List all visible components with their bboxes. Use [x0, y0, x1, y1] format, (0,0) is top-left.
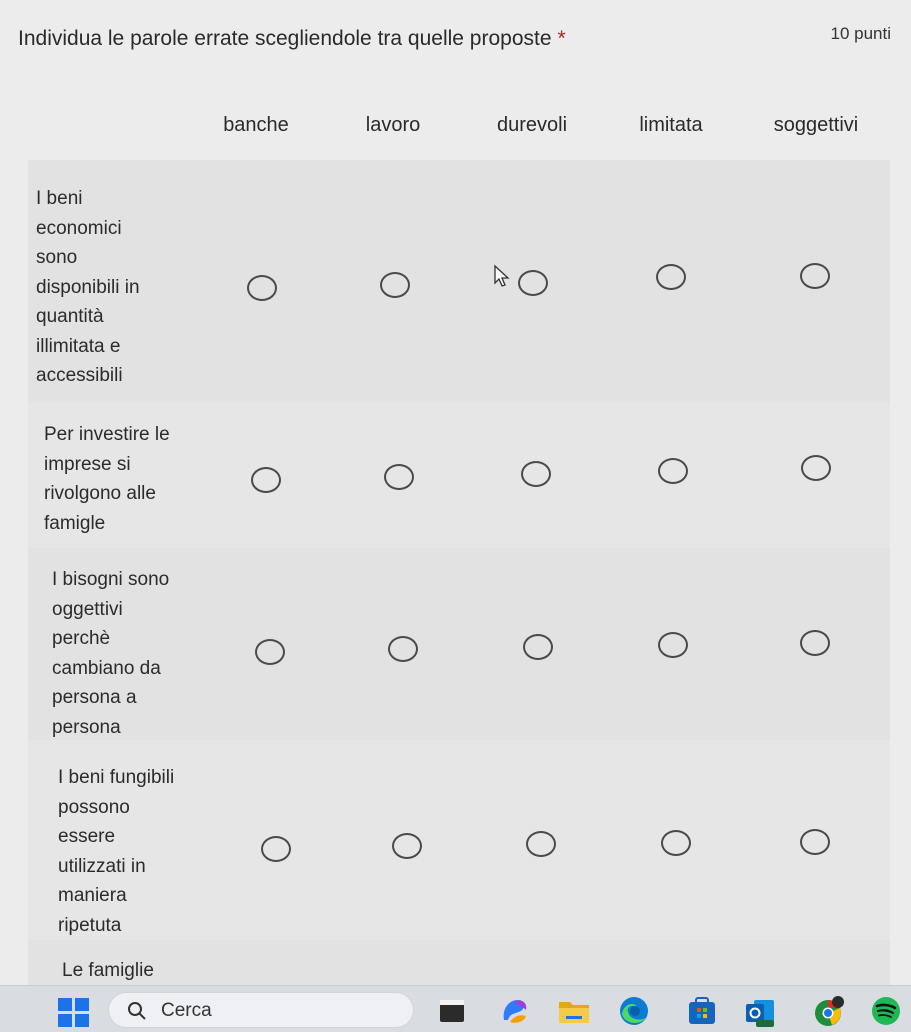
- outlook-icon[interactable]: [742, 994, 778, 1028]
- chrome-icon[interactable]: [810, 994, 846, 1028]
- question-title: [18, 27, 566, 51]
- question-title-text: Individua le parole errate scegliendole tra quelle proposte: [18, 27, 552, 50]
- row-label-5: Le famiglie: [62, 960, 154, 981]
- column-header-soggettivi: soggettivi: [773, 114, 859, 136]
- radio-r3-limitata[interactable]: [658, 632, 688, 658]
- radio-r1-soggettivi[interactable]: [800, 263, 830, 289]
- terminal-icon[interactable]: [434, 994, 470, 1028]
- copilot-icon[interactable]: [496, 994, 532, 1028]
- row-label-2: Per investire le imprese si rivolgono alle famigle: [44, 424, 170, 534]
- radio-r4-lavoro[interactable]: [392, 833, 422, 859]
- row-label-4: I beni fungibili possono essere utilizzati in maniera ripetuta: [58, 767, 175, 936]
- radio-r4-soggettivi[interactable]: [800, 829, 830, 855]
- radio-r1-banche[interactable]: [247, 275, 277, 301]
- radio-r4-banche[interactable]: [261, 836, 291, 862]
- row-label-1: I beni economici sono disponibili in quantità illimitata e accessibili: [36, 188, 140, 386]
- edge-icon[interactable]: [616, 994, 652, 1028]
- spotify-icon[interactable]: [868, 994, 904, 1028]
- radio-r3-durevoli[interactable]: [523, 634, 553, 660]
- radio-r1-lavoro[interactable]: [380, 272, 410, 298]
- radio-r4-limitata[interactable]: [661, 830, 691, 856]
- column-header-banche: banche: [223, 114, 289, 136]
- radio-r1-limitata[interactable]: [656, 264, 686, 290]
- search-icon: [127, 1001, 147, 1021]
- mouse-cursor-icon: [493, 264, 511, 288]
- radio-r3-soggettivi[interactable]: [800, 630, 830, 656]
- taskbar: [0, 985, 911, 1032]
- radio-r2-lavoro[interactable]: [384, 464, 414, 490]
- row-label-3: I bisogni sono oggettivi perchè cambiano da persona a persona: [52, 569, 170, 738]
- radio-r2-soggettivi[interactable]: [801, 455, 831, 481]
- radio-r2-durevoli[interactable]: [521, 461, 551, 487]
- column-header-durevoli: durevoli: [496, 114, 568, 136]
- column-header-limitata: limitata: [639, 114, 703, 136]
- taskbar-search-box[interactable]: [108, 992, 414, 1028]
- start-icon[interactable]: [58, 998, 90, 1028]
- question-points: 10 punti: [830, 24, 891, 43]
- column-header-lavoro: lavoro: [365, 114, 421, 136]
- radio-r2-banche[interactable]: [251, 467, 281, 493]
- grid-row-5: [28, 940, 890, 985]
- radio-r3-lavoro[interactable]: [388, 636, 418, 662]
- store-icon[interactable]: [684, 994, 720, 1028]
- file-explorer-icon[interactable]: [556, 994, 592, 1028]
- radio-r4-durevoli[interactable]: [526, 831, 556, 857]
- radio-r1-durevoli[interactable]: [518, 270, 548, 296]
- radio-r3-banche[interactable]: [255, 639, 285, 665]
- radio-r2-limitata[interactable]: [658, 458, 688, 484]
- search-placeholder: Cerca: [161, 1000, 212, 1021]
- required-asterisk: *: [557, 27, 566, 50]
